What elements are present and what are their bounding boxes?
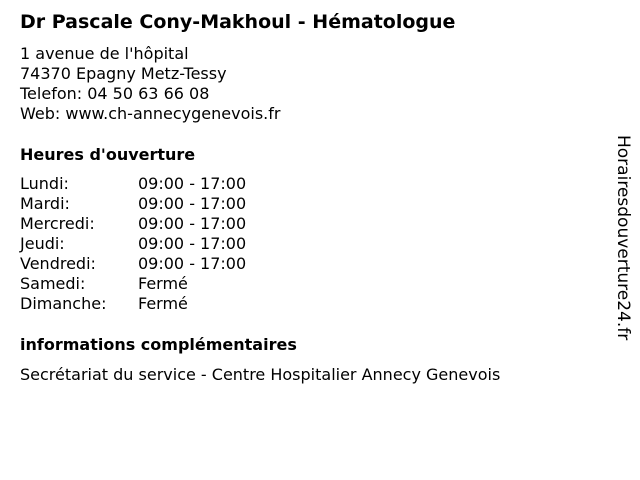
day-label: Jeudi:: [20, 234, 65, 253]
phone-number: Telefon: 04 50 63 66 08: [20, 84, 210, 103]
info-text: Secrétariat du service - Centre Hospitalier Annecy Genevois: [20, 365, 501, 384]
time-value: Fermé: [138, 274, 188, 293]
site-watermark: Horairesdouverture24.fr: [613, 135, 633, 341]
time-value: 09:00 - 17:00: [138, 214, 247, 233]
website: Web: www.ch-annecygenevois.fr: [20, 104, 281, 123]
time-value: 09:00 - 17:00: [138, 234, 247, 253]
address-street: 1 avenue de l'hôpital: [20, 44, 189, 63]
time-value: Fermé: [138, 294, 188, 313]
address-block: [20, 44, 280, 124]
time-value: 09:00 - 17:00: [138, 174, 247, 193]
day-label: Lundi:: [20, 174, 69, 193]
time-value: 09:00 - 17:00: [138, 194, 247, 213]
hours-heading: Heures d'ouverture: [20, 145, 196, 164]
info-heading: informations complémentaires: [20, 335, 297, 354]
day-label: Mardi:: [20, 194, 70, 213]
day-label: Samedi:: [20, 274, 86, 293]
day-label: Vendredi:: [20, 254, 96, 273]
day-label: Dimanche:: [20, 294, 107, 313]
day-label: Mercredi:: [20, 214, 95, 233]
business-title: Dr Pascale Cony-Makhoul - Hématologue: [20, 11, 456, 33]
time-value: 09:00 - 17:00: [138, 254, 247, 273]
address-city: 74370 Epagny Metz-Tessy: [20, 64, 227, 83]
